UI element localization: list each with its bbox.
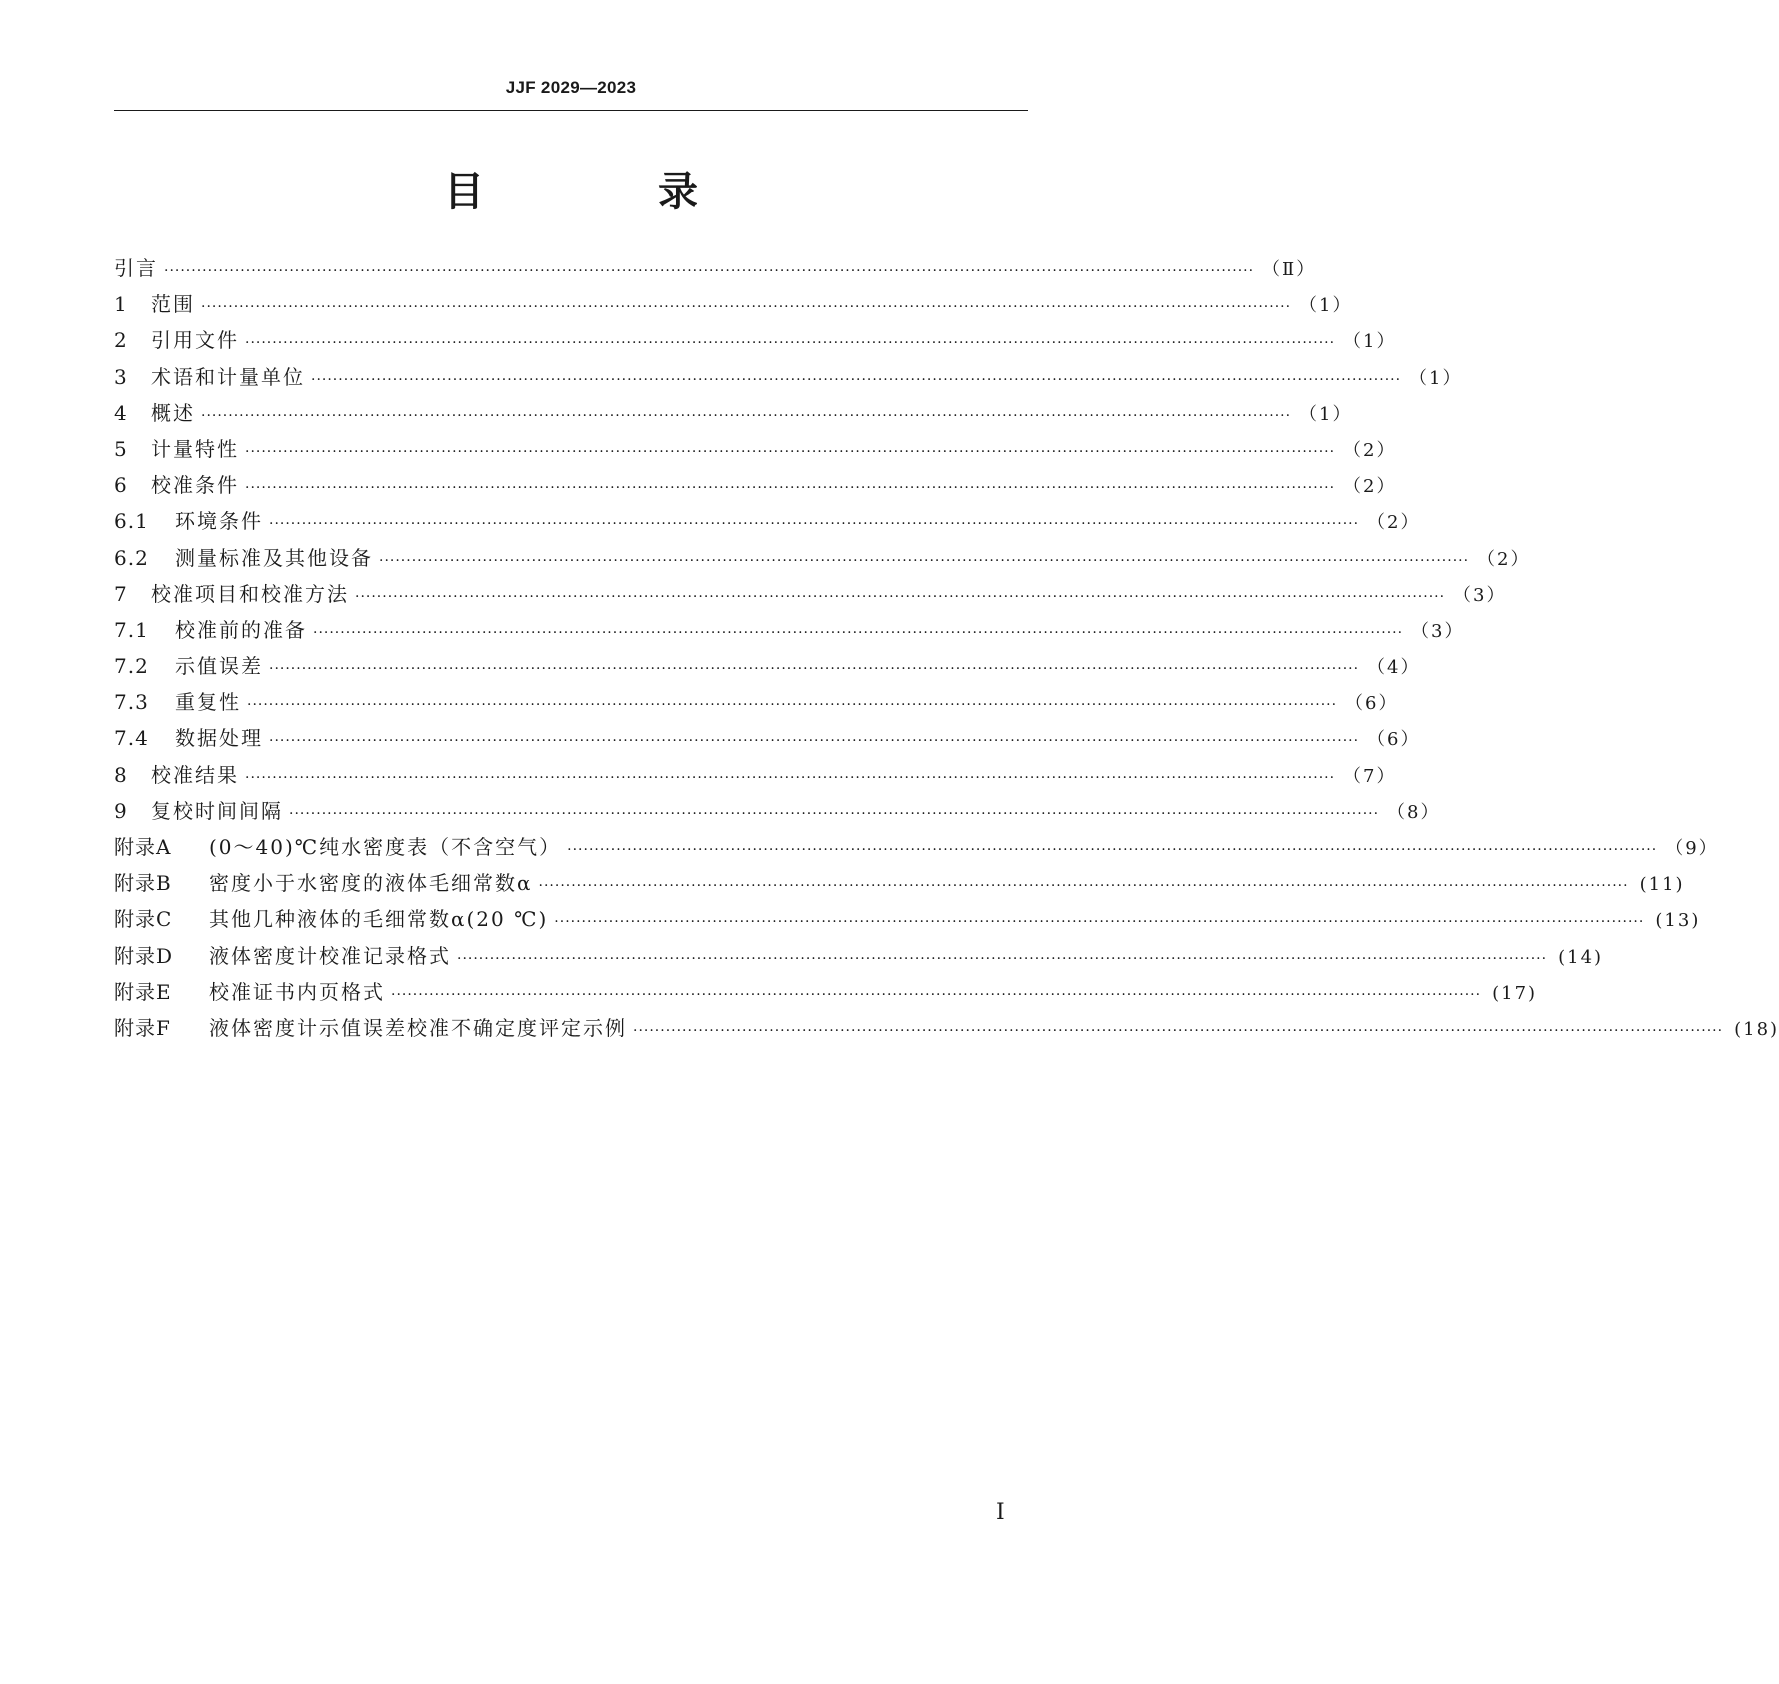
toc-page: （3） <box>1453 584 1507 606</box>
toc-page: （1） <box>1409 367 1463 389</box>
toc-leader-dots: ········································································································································································································ <box>313 624 1404 641</box>
toc-leader-dots: ········································································································································································································ <box>245 335 1336 352</box>
toc-number: 5 <box>114 436 128 461</box>
page-header: JJF 2029—2023 <box>505 78 637 97</box>
toc-label: 校准前的准备 <box>175 617 307 642</box>
toc-leader-dots: ········································································································································································································ <box>355 588 1446 605</box>
toc-page: （2） <box>1477 548 1531 570</box>
toc-label: 环境条件 <box>175 509 263 534</box>
toc-page: （8） <box>1387 801 1441 823</box>
toc-page: (17) <box>1492 982 1538 1004</box>
toc-number: 6.2 <box>114 545 149 570</box>
toc-number: 9 <box>114 798 128 823</box>
toc-leader-dots: ········································································································································································································ <box>554 914 1645 931</box>
toc-number: 7.2 <box>114 654 149 679</box>
toc-label: 引用文件 <box>151 328 239 353</box>
table-of-contents <box>114 250 1779 1046</box>
toc-page: （2） <box>1367 512 1421 534</box>
toc-label: 引言 <box>114 256 158 280</box>
toc-leader-dots: ········································································································································································································ <box>311 371 1402 388</box>
toc-label: 其他几种液体的毛细常数α(20 ℃) <box>209 907 549 932</box>
toc-number: 7.3 <box>114 690 149 715</box>
toc-entry[interactable] <box>114 901 1701 937</box>
toc-entry[interactable] <box>114 757 1397 793</box>
toc-leader-dots: ········································································································································································································ <box>245 769 1336 786</box>
toc-label: 校准项目和校准方法 <box>151 581 349 606</box>
toc-page: （1） <box>1299 295 1353 317</box>
toc-number: 7.1 <box>114 617 149 642</box>
toc-page: （4） <box>1367 657 1421 679</box>
toc-number: 附录A <box>114 835 172 859</box>
toc-label: 液体密度计校准记录格式 <box>209 943 451 968</box>
toc-page: (13) <box>1655 910 1701 932</box>
toc-label: 液体密度计示值误差校准不确定度评定示例 <box>209 1015 627 1040</box>
toc-label: 重复性 <box>175 690 241 715</box>
toc-entry[interactable] <box>114 359 1463 395</box>
toc-page: (11) <box>1639 874 1685 896</box>
toc-entry[interactable] <box>114 322 1397 358</box>
toc-entry[interactable] <box>114 431 1397 467</box>
toc-leader-dots: ········································································································································································································ <box>457 950 1548 967</box>
header-rule <box>114 110 1028 111</box>
page-number: I <box>996 1500 1005 1525</box>
toc-number: 6.1 <box>114 509 149 534</box>
toc-leader-dots: ········································································································································································································ <box>538 878 1629 895</box>
toc-number: 7.4 <box>114 726 149 751</box>
toc-label: 测量标准及其他设备 <box>175 545 373 570</box>
toc-label: 计量特性 <box>151 436 239 461</box>
toc-entry[interactable] <box>114 467 1397 503</box>
toc-number: 7 <box>114 581 128 606</box>
toc-label: 概述 <box>151 400 195 425</box>
toc-entry[interactable] <box>114 286 1353 322</box>
toc-label: 校准结果 <box>151 762 239 787</box>
toc-page: （1） <box>1299 403 1353 425</box>
toc-number: 2 <box>114 328 128 353</box>
toc-label: 校准证书内页格式 <box>209 979 385 1004</box>
toc-number: 1 <box>114 292 128 317</box>
toc-leader-dots: ········································································································································································································ <box>247 697 1338 714</box>
toc-entry[interactable] <box>114 793 1441 829</box>
toc-page: （6） <box>1367 729 1421 751</box>
toc-page: （2） <box>1343 439 1397 461</box>
toc-leader-dots: ········································································································································································································ <box>379 552 1470 569</box>
toc-entry[interactable] <box>114 829 1719 865</box>
toc-entry[interactable] <box>114 250 1317 286</box>
toc-page: (18) <box>1734 1018 1779 1040</box>
toc-page: （Ⅱ） <box>1262 259 1317 280</box>
toc-entry[interactable] <box>114 540 1531 576</box>
toc-label: 术语和计量单位 <box>151 364 305 389</box>
toc-label: 复校时间间隔 <box>151 798 283 823</box>
toc-entry[interactable] <box>114 720 1421 756</box>
toc-leader-dots: ········································································································································································································ <box>269 733 1360 750</box>
toc-label: (0～40)℃纯水密度表（不含空气） <box>209 835 562 859</box>
toc-entry[interactable] <box>114 865 1685 901</box>
toc-number: 附录B <box>114 871 172 896</box>
toc-page: （1） <box>1343 331 1397 353</box>
toc-page: （3） <box>1411 620 1465 642</box>
toc-number: 附录D <box>114 943 174 968</box>
toc-leader-dots: ········································································································································································································ <box>391 986 1482 1003</box>
toc-entry[interactable] <box>114 648 1421 684</box>
toc-leader-dots: ········································································································································································································ <box>201 407 1292 424</box>
toc-page: （2） <box>1343 476 1397 498</box>
toc-number: 附录E <box>114 979 172 1004</box>
toc-number: 6 <box>114 473 128 498</box>
toc-leader-dots: ········································································································································································································ <box>245 443 1336 460</box>
toc-entry[interactable] <box>114 684 1399 720</box>
toc-page: （9） <box>1665 838 1719 859</box>
toc-entry[interactable] <box>114 938 1604 974</box>
toc-entry[interactable] <box>114 576 1507 612</box>
toc-leader-dots: ········································································································································································································ <box>245 480 1336 497</box>
toc-leader-dots: ········································································································································································································ <box>269 661 1360 678</box>
toc-page: (14) <box>1558 946 1604 968</box>
toc-entry[interactable] <box>114 1010 1779 1046</box>
toc-entry[interactable] <box>114 503 1421 539</box>
toc-page: （7） <box>1343 765 1397 787</box>
toc-entry[interactable] <box>114 612 1465 648</box>
toc-leader-dots: ········································································································································································································ <box>164 263 1255 279</box>
toc-label: 示值误差 <box>175 654 263 679</box>
toc-label: 密度小于水密度的液体毛细常数α <box>209 871 533 896</box>
toc-leader-dots: ········································································································································································································ <box>201 299 1292 316</box>
toc-page: （6） <box>1345 693 1399 715</box>
toc-entry[interactable] <box>114 395 1353 431</box>
toc-leader-dots: ········································································································································································································ <box>269 516 1360 533</box>
toc-leader-dots: ········································································································································································································ <box>567 842 1658 858</box>
toc-number: 8 <box>114 762 128 787</box>
toc-number: 4 <box>114 400 128 425</box>
toc-leader-dots: ········································································································································································································ <box>289 805 1380 822</box>
toc-number: 附录C <box>114 907 173 932</box>
toc-leader-dots: ········································································································································································································ <box>633 1022 1724 1039</box>
toc-label: 数据处理 <box>175 726 263 751</box>
toc-number: 附录F <box>114 1015 171 1040</box>
toc-title: 目 录 <box>444 169 778 215</box>
toc-label: 校准条件 <box>151 473 239 498</box>
toc-number: 3 <box>114 364 128 389</box>
toc-entry[interactable] <box>114 974 1538 1010</box>
toc-label: 范围 <box>151 292 195 317</box>
